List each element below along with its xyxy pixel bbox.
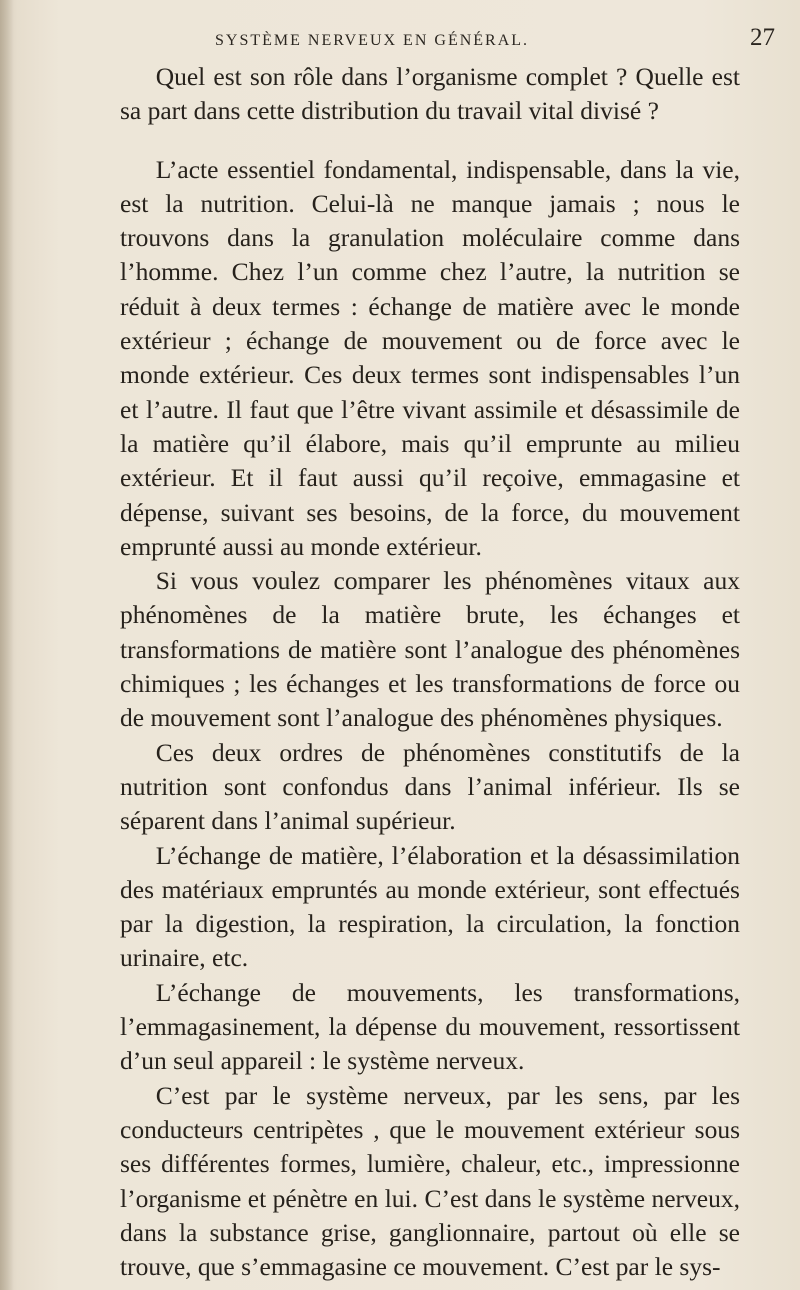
paragraph: Quel est son rôle dans l’organisme complet ? Quelle est sa part dans cette distribution du travail vital divisé ? <box>120 62 740 126</box>
paragraph: L’échange de matière, l’élaboration et la désassimilation des matériaux empruntés au monde extérieur, sont effectués par la digestion, la respiration, la circulation, la fonction urinaire, etc. <box>120 840 740 973</box>
paragraph-gap <box>120 129 740 153</box>
paragraph: L’échange de mouvements, les transformations, l’emmagasinement, la dépense du mouvement, ressortissent d’un seul appareil : le système nerveux. <box>120 977 740 1076</box>
page-number: 27 <box>750 24 775 51</box>
running-title: SYSTÈME NERVEUX EN GÉNÉRAL. <box>215 32 530 49</box>
paragraph: Si vous voulez comparer les phénomènes vitaux aux phénomènes de la matière brute, les échanges et transformations de matière sont l’analogue des phénomènes chimiques ; les échanges et les transformations de force ou de mouvement sont l’analogue des phénomènes physiques. <box>120 566 740 733</box>
body-text <box>120 60 740 1284</box>
paragraph: L’acte essentiel fondamental, indispensable, dans la vie, est la nutrition. Celui-là ne manque jamais ; nous le trouvons dans la granulation moléculaire comme dans l’homme. Chez l’un comme chez l’autre, la nutrition se réduit à deux termes : échange de matière avec le monde extérieur ; échange de mouvement ou de force avec le monde extérieur. Ces deux termes sont indispensables l’un et l’autre. Il faut que l’être vivant assimile et désassimile de la matière qu’il élabore, mais qu’il emprunte au milieu extérieur. Et il faut aussi qu’il reçoive, emmagasine et dépense, suivant ses besoins, de la force, du mouvement emprunté aussi au monde extérieur. <box>120 154 740 561</box>
paragraph: C’est par le système nerveux, par les sens, par les conducteurs centripètes , que le mouvement extérieur sous ses différentes formes, lumière, chaleur, etc., impressionne l’organisme et pénètre en lui. C’est dans le système nerveux, dans la substance grise, ganglionnaire, partout où elle se trouve, que s’emmagasine ce mouvement. C’est par le sys- <box>120 1080 740 1282</box>
running-header <box>0 24 800 64</box>
page-gutter-shadow <box>0 0 14 1290</box>
paragraph: Ces deux ordres de phénomènes constitutifs de la nutrition sont confondus dans l’animal inférieur. Ils se séparent dans l’animal supérieur. <box>120 737 740 836</box>
